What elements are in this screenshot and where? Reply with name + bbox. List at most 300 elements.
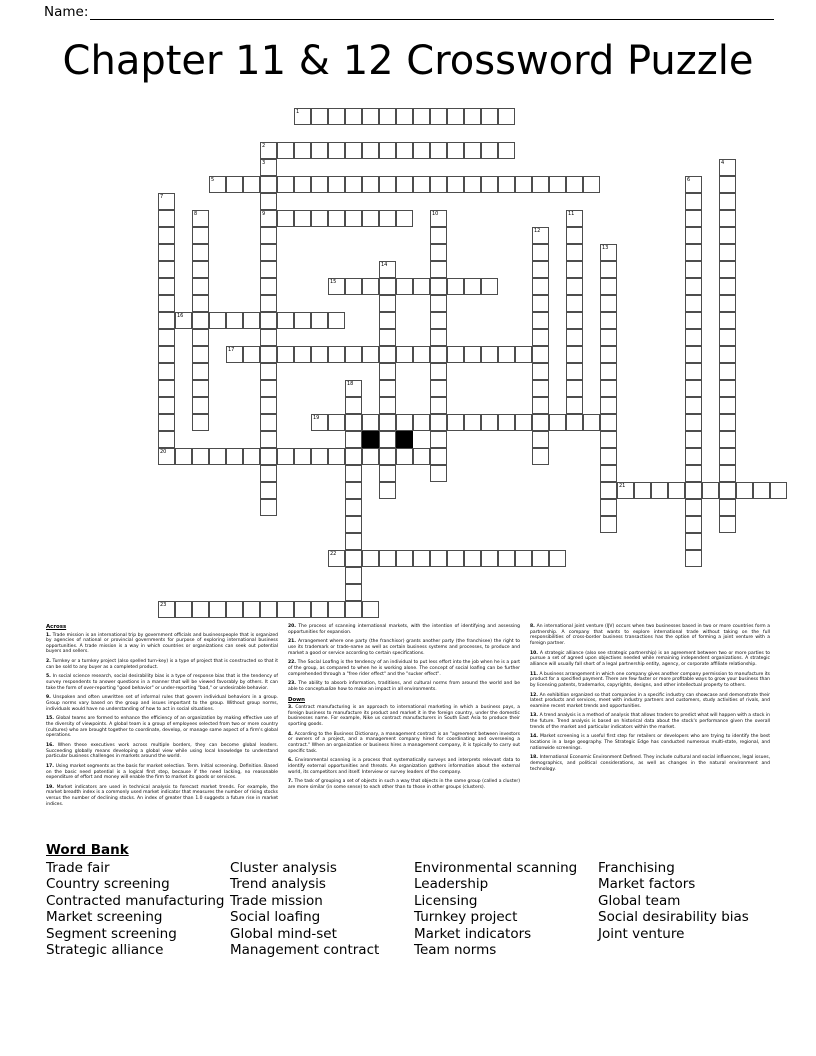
grid-cell[interactable] bbox=[260, 499, 277, 516]
grid-cell[interactable] bbox=[447, 346, 464, 363]
grid-cell[interactable] bbox=[481, 550, 498, 567]
grid-cell[interactable] bbox=[753, 482, 770, 499]
grid-cell[interactable] bbox=[345, 465, 362, 482]
grid-cell[interactable] bbox=[600, 363, 617, 380]
grid-cell[interactable] bbox=[345, 567, 362, 584]
grid-cell[interactable] bbox=[413, 278, 430, 295]
grid-cell[interactable] bbox=[345, 431, 362, 448]
grid-cell[interactable] bbox=[464, 414, 481, 431]
grid-cell[interactable] bbox=[362, 210, 379, 227]
grid-cell[interactable] bbox=[668, 482, 685, 499]
grid-cell[interactable] bbox=[498, 346, 515, 363]
grid-cell[interactable] bbox=[379, 363, 396, 380]
grid-cell[interactable] bbox=[226, 312, 243, 329]
grid-cell[interactable] bbox=[685, 465, 702, 482]
grid-cell[interactable] bbox=[345, 108, 362, 125]
name-write-line[interactable] bbox=[90, 7, 774, 20]
grid-cell[interactable] bbox=[515, 176, 532, 193]
grid-cell[interactable] bbox=[294, 142, 311, 159]
grid-cell[interactable] bbox=[430, 346, 447, 363]
grid-cell[interactable] bbox=[345, 601, 362, 618]
grid-cell[interactable] bbox=[379, 312, 396, 329]
grid-cell[interactable] bbox=[583, 414, 600, 431]
grid-cell[interactable] bbox=[719, 346, 736, 363]
grid-cell[interactable] bbox=[379, 210, 396, 227]
grid-cell[interactable] bbox=[532, 329, 549, 346]
grid-cell[interactable] bbox=[260, 601, 277, 618]
grid-cell[interactable] bbox=[345, 499, 362, 516]
grid-cell[interactable] bbox=[498, 108, 515, 125]
grid-cell[interactable] bbox=[379, 278, 396, 295]
grid-cell[interactable] bbox=[260, 414, 277, 431]
grid-cell[interactable] bbox=[158, 244, 175, 261]
grid-cell[interactable] bbox=[685, 550, 702, 567]
grid-cell[interactable] bbox=[430, 278, 447, 295]
grid-cell[interactable] bbox=[192, 295, 209, 312]
grid-cell[interactable] bbox=[345, 380, 362, 397]
grid-cell[interactable] bbox=[328, 278, 345, 295]
grid-cell[interactable] bbox=[379, 329, 396, 346]
grid-cell[interactable] bbox=[600, 414, 617, 431]
grid-cell[interactable] bbox=[311, 176, 328, 193]
grid-cell[interactable] bbox=[345, 516, 362, 533]
grid-cell[interactable] bbox=[430, 465, 447, 482]
grid-cell[interactable] bbox=[260, 159, 277, 176]
grid-cell[interactable] bbox=[600, 516, 617, 533]
grid-cell[interactable] bbox=[345, 397, 362, 414]
grid-cell[interactable] bbox=[600, 380, 617, 397]
grid-cell[interactable] bbox=[413, 176, 430, 193]
grid-cell[interactable] bbox=[566, 278, 583, 295]
grid-cell[interactable] bbox=[719, 295, 736, 312]
grid-cell[interactable] bbox=[260, 261, 277, 278]
grid-cell[interactable] bbox=[600, 482, 617, 499]
grid-cell[interactable] bbox=[600, 499, 617, 516]
grid-cell[interactable] bbox=[566, 397, 583, 414]
grid-cell[interactable] bbox=[192, 312, 209, 329]
grid-cell[interactable] bbox=[430, 142, 447, 159]
grid-cell[interactable] bbox=[362, 346, 379, 363]
grid-cell[interactable] bbox=[583, 176, 600, 193]
grid-cell[interactable] bbox=[685, 312, 702, 329]
grid-cell[interactable] bbox=[260, 329, 277, 346]
grid-cell[interactable] bbox=[260, 346, 277, 363]
grid-cell[interactable] bbox=[328, 414, 345, 431]
grid-cell[interactable] bbox=[566, 295, 583, 312]
grid-cell[interactable] bbox=[260, 278, 277, 295]
grid-cell[interactable] bbox=[600, 244, 617, 261]
grid-cell[interactable] bbox=[362, 601, 379, 618]
grid-cell[interactable] bbox=[396, 278, 413, 295]
grid-cell[interactable] bbox=[498, 176, 515, 193]
grid-cell[interactable] bbox=[430, 448, 447, 465]
grid-cell[interactable] bbox=[192, 448, 209, 465]
grid-cell[interactable] bbox=[260, 244, 277, 261]
grid-cell[interactable] bbox=[345, 142, 362, 159]
grid-cell[interactable] bbox=[600, 312, 617, 329]
grid-cell[interactable] bbox=[600, 346, 617, 363]
grid-cell[interactable] bbox=[430, 329, 447, 346]
grid-cell[interactable] bbox=[294, 601, 311, 618]
grid-cell[interactable] bbox=[685, 176, 702, 193]
grid-cell[interactable] bbox=[719, 261, 736, 278]
grid-cell[interactable] bbox=[158, 193, 175, 210]
grid-cell[interactable] bbox=[158, 601, 175, 618]
grid-cell[interactable] bbox=[481, 142, 498, 159]
grid-cell[interactable] bbox=[685, 295, 702, 312]
grid-cell[interactable] bbox=[192, 278, 209, 295]
grid-cell[interactable] bbox=[379, 482, 396, 499]
grid-cell[interactable] bbox=[685, 329, 702, 346]
grid-cell[interactable] bbox=[413, 108, 430, 125]
grid-cell[interactable] bbox=[362, 278, 379, 295]
grid-cell[interactable] bbox=[396, 448, 413, 465]
grid-cell[interactable] bbox=[447, 414, 464, 431]
grid-cell[interactable] bbox=[719, 448, 736, 465]
grid-cell[interactable] bbox=[158, 278, 175, 295]
grid-cell[interactable] bbox=[719, 516, 736, 533]
grid-cell[interactable] bbox=[719, 176, 736, 193]
grid-cell[interactable] bbox=[379, 431, 396, 448]
grid-cell[interactable] bbox=[379, 448, 396, 465]
grid-cell[interactable] bbox=[430, 210, 447, 227]
grid-cell[interactable] bbox=[532, 244, 549, 261]
grid-cell[interactable] bbox=[719, 193, 736, 210]
grid-cell[interactable] bbox=[481, 278, 498, 295]
grid-cell[interactable] bbox=[430, 261, 447, 278]
grid-cell[interactable] bbox=[226, 601, 243, 618]
grid-cell[interactable] bbox=[192, 244, 209, 261]
grid-cell[interactable] bbox=[532, 176, 549, 193]
grid-cell[interactable] bbox=[498, 414, 515, 431]
grid-cell[interactable] bbox=[532, 227, 549, 244]
grid-cell[interactable] bbox=[600, 448, 617, 465]
grid-cell[interactable] bbox=[532, 448, 549, 465]
grid-cell[interactable] bbox=[515, 550, 532, 567]
grid-cell[interactable] bbox=[685, 448, 702, 465]
grid-cell[interactable] bbox=[566, 176, 583, 193]
grid-cell[interactable] bbox=[532, 363, 549, 380]
grid-cell[interactable] bbox=[396, 346, 413, 363]
grid-cell[interactable] bbox=[600, 261, 617, 278]
grid-cell[interactable] bbox=[311, 210, 328, 227]
grid-cell[interactable] bbox=[566, 244, 583, 261]
grid-cell[interactable] bbox=[192, 210, 209, 227]
grid-cell[interactable] bbox=[447, 278, 464, 295]
grid-cell[interactable] bbox=[158, 329, 175, 346]
grid-cell[interactable] bbox=[328, 346, 345, 363]
grid-cell[interactable] bbox=[651, 482, 668, 499]
grid-cell[interactable] bbox=[481, 176, 498, 193]
grid-cell[interactable] bbox=[192, 397, 209, 414]
grid-cell[interactable] bbox=[685, 499, 702, 516]
grid-cell[interactable] bbox=[464, 346, 481, 363]
grid-cell[interactable] bbox=[600, 278, 617, 295]
grid-cell[interactable] bbox=[481, 414, 498, 431]
grid-cell[interactable] bbox=[396, 414, 413, 431]
grid-cell[interactable] bbox=[158, 295, 175, 312]
grid-cell[interactable] bbox=[600, 465, 617, 482]
grid-cell[interactable] bbox=[379, 397, 396, 414]
grid-cell[interactable] bbox=[719, 244, 736, 261]
grid-cell[interactable] bbox=[243, 312, 260, 329]
grid-cell[interactable] bbox=[532, 414, 549, 431]
grid-cell[interactable] bbox=[277, 448, 294, 465]
grid-cell[interactable] bbox=[158, 312, 175, 329]
grid-cell[interactable] bbox=[685, 414, 702, 431]
grid-cell[interactable] bbox=[532, 346, 549, 363]
grid-cell[interactable] bbox=[396, 210, 413, 227]
grid-cell[interactable] bbox=[685, 482, 702, 499]
grid-cell[interactable] bbox=[158, 261, 175, 278]
grid-cell[interactable] bbox=[430, 397, 447, 414]
grid-cell[interactable] bbox=[549, 176, 566, 193]
grid-cell[interactable] bbox=[260, 176, 277, 193]
grid-cell[interactable] bbox=[158, 380, 175, 397]
grid-cell[interactable] bbox=[294, 312, 311, 329]
grid-cell[interactable] bbox=[345, 448, 362, 465]
grid-cell[interactable] bbox=[464, 142, 481, 159]
grid-cell[interactable] bbox=[685, 227, 702, 244]
grid-cell[interactable] bbox=[498, 142, 515, 159]
grid-cell[interactable] bbox=[770, 482, 787, 499]
grid-cell[interactable] bbox=[311, 414, 328, 431]
grid-cell[interactable] bbox=[345, 584, 362, 601]
grid-cell[interactable] bbox=[413, 550, 430, 567]
grid-cell[interactable] bbox=[566, 346, 583, 363]
grid-cell[interactable] bbox=[719, 397, 736, 414]
grid-cell[interactable] bbox=[719, 465, 736, 482]
grid-cell[interactable] bbox=[566, 380, 583, 397]
grid-cell[interactable] bbox=[243, 601, 260, 618]
grid-cell[interactable] bbox=[396, 108, 413, 125]
grid-cell[interactable] bbox=[192, 363, 209, 380]
grid-cell[interactable] bbox=[294, 108, 311, 125]
grid-cell[interactable] bbox=[532, 261, 549, 278]
grid-cell[interactable] bbox=[311, 346, 328, 363]
grid-cell[interactable] bbox=[532, 431, 549, 448]
grid-cell[interactable] bbox=[379, 108, 396, 125]
grid-cell[interactable] bbox=[719, 380, 736, 397]
grid-cell[interactable] bbox=[345, 176, 362, 193]
grid-cell[interactable] bbox=[515, 346, 532, 363]
grid-cell[interactable] bbox=[549, 550, 566, 567]
grid-cell[interactable] bbox=[158, 210, 175, 227]
grid-cell[interactable] bbox=[532, 312, 549, 329]
grid-cell[interactable] bbox=[685, 363, 702, 380]
grid-cell[interactable] bbox=[566, 210, 583, 227]
grid-cell[interactable] bbox=[413, 448, 430, 465]
grid-cell[interactable] bbox=[209, 312, 226, 329]
grid-cell[interactable] bbox=[175, 601, 192, 618]
grid-cell[interactable] bbox=[719, 431, 736, 448]
grid-cell[interactable] bbox=[294, 448, 311, 465]
grid-cell[interactable] bbox=[209, 448, 226, 465]
grid-cell[interactable] bbox=[209, 176, 226, 193]
grid-cell[interactable] bbox=[362, 414, 379, 431]
grid-cell[interactable] bbox=[260, 363, 277, 380]
grid-cell[interactable] bbox=[328, 550, 345, 567]
grid-cell[interactable] bbox=[362, 448, 379, 465]
grid-cell[interactable] bbox=[158, 448, 175, 465]
grid-cell[interactable] bbox=[685, 210, 702, 227]
grid-cell[interactable] bbox=[158, 363, 175, 380]
grid-cell[interactable] bbox=[532, 278, 549, 295]
grid-cell[interactable] bbox=[430, 363, 447, 380]
crossword-grid[interactable] bbox=[0, 108, 816, 618]
grid-cell[interactable] bbox=[719, 482, 736, 499]
grid-cell[interactable] bbox=[192, 414, 209, 431]
grid-cell[interactable] bbox=[430, 431, 447, 448]
grid-cell[interactable] bbox=[430, 295, 447, 312]
grid-cell[interactable] bbox=[464, 108, 481, 125]
grid-cell[interactable] bbox=[600, 329, 617, 346]
grid-cell[interactable] bbox=[260, 380, 277, 397]
grid-cell[interactable] bbox=[226, 176, 243, 193]
grid-cell[interactable] bbox=[345, 414, 362, 431]
grid-cell[interactable] bbox=[447, 108, 464, 125]
grid-cell[interactable] bbox=[175, 448, 192, 465]
grid-cell[interactable] bbox=[464, 278, 481, 295]
grid-cell[interactable] bbox=[260, 465, 277, 482]
grid-cell[interactable] bbox=[158, 397, 175, 414]
grid-cell[interactable] bbox=[430, 380, 447, 397]
grid-cell[interactable] bbox=[362, 142, 379, 159]
grid-cell[interactable] bbox=[379, 261, 396, 278]
grid-cell[interactable] bbox=[345, 482, 362, 499]
grid-cell[interactable] bbox=[532, 550, 549, 567]
grid-cell[interactable] bbox=[379, 346, 396, 363]
grid-cell[interactable] bbox=[413, 414, 430, 431]
grid-cell[interactable] bbox=[379, 550, 396, 567]
grid-cell[interactable] bbox=[362, 176, 379, 193]
grid-cell[interactable] bbox=[379, 414, 396, 431]
grid-cell[interactable] bbox=[566, 363, 583, 380]
grid-cell[interactable] bbox=[481, 108, 498, 125]
grid-cell[interactable] bbox=[464, 176, 481, 193]
grid-cell[interactable] bbox=[430, 312, 447, 329]
grid-cell[interactable] bbox=[260, 312, 277, 329]
grid-cell[interactable] bbox=[617, 482, 634, 499]
grid-cell[interactable] bbox=[379, 465, 396, 482]
grid-cell[interactable] bbox=[532, 397, 549, 414]
grid-cell[interactable] bbox=[685, 516, 702, 533]
grid-cell[interactable] bbox=[192, 261, 209, 278]
grid-cell[interactable] bbox=[260, 295, 277, 312]
grid-cell[interactable] bbox=[719, 414, 736, 431]
grid-cell[interactable] bbox=[311, 312, 328, 329]
grid-cell[interactable] bbox=[192, 601, 209, 618]
grid-cell[interactable] bbox=[685, 278, 702, 295]
grid-cell[interactable] bbox=[345, 533, 362, 550]
grid-cell[interactable] bbox=[447, 142, 464, 159]
grid-cell[interactable] bbox=[379, 295, 396, 312]
grid-cell[interactable] bbox=[719, 499, 736, 516]
grid-cell[interactable] bbox=[345, 346, 362, 363]
grid-cell[interactable] bbox=[260, 193, 277, 210]
grid-cell[interactable] bbox=[362, 108, 379, 125]
grid-cell[interactable] bbox=[260, 210, 277, 227]
grid-cell[interactable] bbox=[430, 244, 447, 261]
grid-cell[interactable] bbox=[175, 312, 192, 329]
grid-cell[interactable] bbox=[481, 346, 498, 363]
grid-cell[interactable] bbox=[464, 550, 481, 567]
grid-cell[interactable] bbox=[311, 601, 328, 618]
grid-cell[interactable] bbox=[685, 261, 702, 278]
grid-cell[interactable] bbox=[719, 278, 736, 295]
grid-cell[interactable] bbox=[311, 142, 328, 159]
grid-cell[interactable] bbox=[447, 550, 464, 567]
grid-cell[interactable] bbox=[719, 363, 736, 380]
grid-cell[interactable] bbox=[328, 448, 345, 465]
grid-cell[interactable] bbox=[260, 142, 277, 159]
grid-cell[interactable] bbox=[260, 482, 277, 499]
grid-cell[interactable] bbox=[294, 210, 311, 227]
grid-cell[interactable] bbox=[243, 346, 260, 363]
grid-cell[interactable] bbox=[260, 431, 277, 448]
grid-cell[interactable] bbox=[243, 448, 260, 465]
grid-cell[interactable] bbox=[277, 210, 294, 227]
grid-cell[interactable] bbox=[345, 210, 362, 227]
grid-cell[interactable] bbox=[430, 108, 447, 125]
grid-cell[interactable] bbox=[396, 176, 413, 193]
grid-cell[interactable] bbox=[158, 414, 175, 431]
grid-cell[interactable] bbox=[719, 210, 736, 227]
grid-cell[interactable] bbox=[430, 176, 447, 193]
grid-cell[interactable] bbox=[328, 108, 345, 125]
grid-cell[interactable] bbox=[719, 312, 736, 329]
grid-cell[interactable] bbox=[566, 312, 583, 329]
grid-cell[interactable] bbox=[379, 176, 396, 193]
grid-cell[interactable] bbox=[277, 312, 294, 329]
grid-cell[interactable] bbox=[277, 176, 294, 193]
grid-cell[interactable] bbox=[192, 346, 209, 363]
grid-cell[interactable] bbox=[328, 601, 345, 618]
grid-cell[interactable] bbox=[549, 414, 566, 431]
grid-cell[interactable] bbox=[430, 227, 447, 244]
grid-cell[interactable] bbox=[396, 142, 413, 159]
grid-cell[interactable] bbox=[345, 550, 362, 567]
grid-cell[interactable] bbox=[277, 601, 294, 618]
grid-cell[interactable] bbox=[396, 550, 413, 567]
grid-cell[interactable] bbox=[345, 278, 362, 295]
grid-cell[interactable] bbox=[328, 142, 345, 159]
grid-cell[interactable] bbox=[719, 329, 736, 346]
grid-cell[interactable] bbox=[260, 397, 277, 414]
grid-cell[interactable] bbox=[600, 431, 617, 448]
grid-cell[interactable] bbox=[328, 176, 345, 193]
grid-cell[interactable] bbox=[192, 380, 209, 397]
grid-cell[interactable] bbox=[311, 448, 328, 465]
grid-cell[interactable] bbox=[719, 227, 736, 244]
grid-cell[interactable] bbox=[515, 414, 532, 431]
grid-cell[interactable] bbox=[158, 431, 175, 448]
grid-cell[interactable] bbox=[685, 533, 702, 550]
grid-cell[interactable] bbox=[702, 482, 719, 499]
grid-cell[interactable] bbox=[566, 227, 583, 244]
grid-cell[interactable] bbox=[566, 261, 583, 278]
grid-cell[interactable] bbox=[430, 414, 447, 431]
grid-cell[interactable] bbox=[566, 329, 583, 346]
grid-cell[interactable] bbox=[634, 482, 651, 499]
grid-cell[interactable] bbox=[379, 142, 396, 159]
grid-cell[interactable] bbox=[430, 550, 447, 567]
grid-cell[interactable] bbox=[243, 176, 260, 193]
grid-cell[interactable] bbox=[328, 210, 345, 227]
grid-cell[interactable] bbox=[532, 295, 549, 312]
grid-cell[interactable] bbox=[328, 312, 345, 329]
grid-cell[interactable] bbox=[192, 227, 209, 244]
